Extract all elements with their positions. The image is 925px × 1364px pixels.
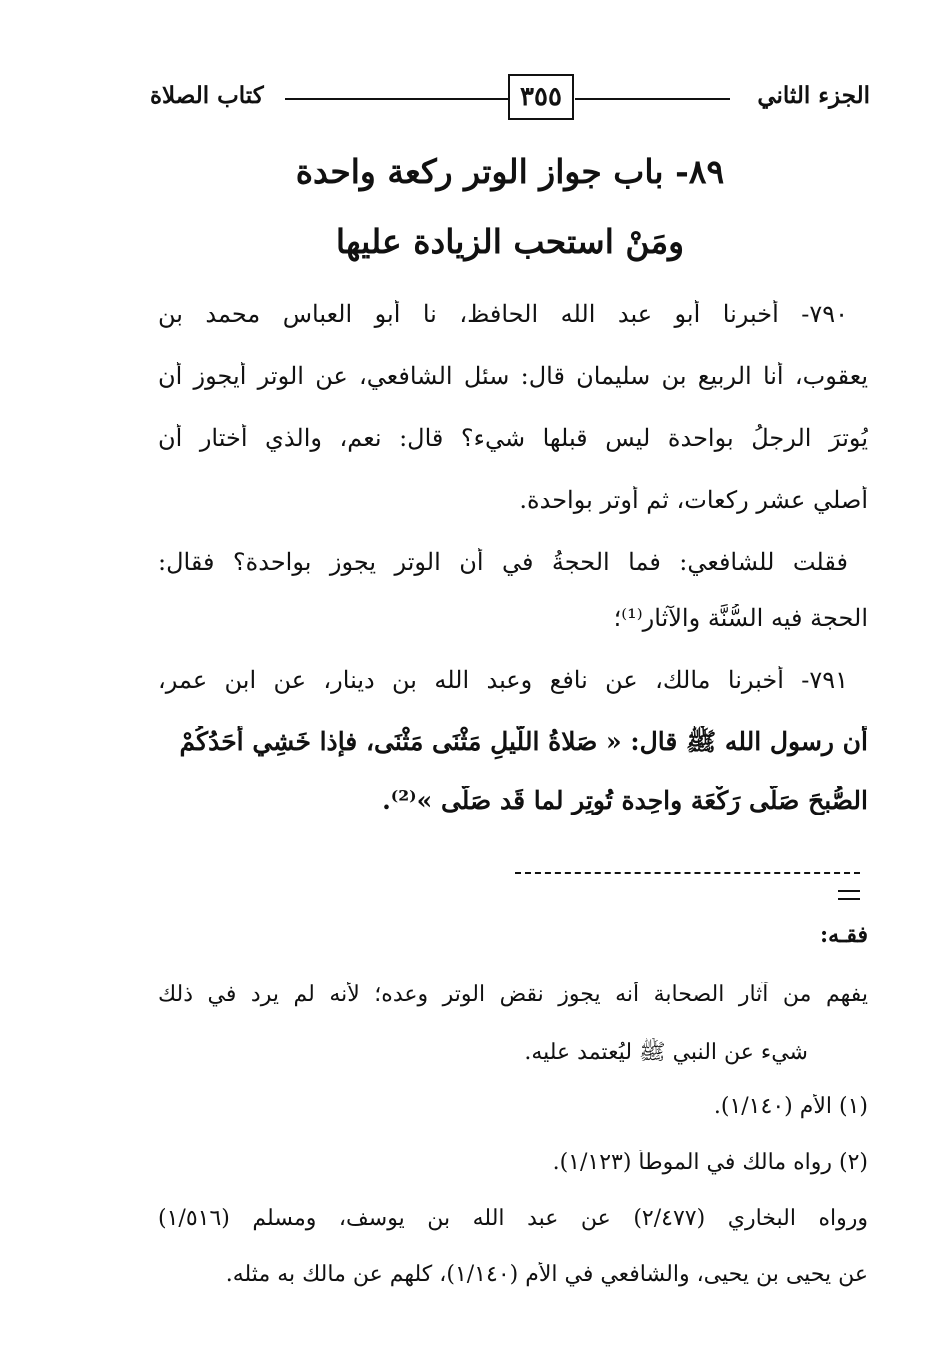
body-line: ٧٩١- أخبرنا مالك، عن نافع وعبد الله بن دينار، عن ابن عمر، bbox=[158, 666, 848, 694]
footnote: (١) الأم (١/١٤٠). bbox=[713, 1094, 868, 1119]
body-line: ٧٩٠- أخبرنا أبو عبد الله الحافظ، نا أبو العباس محمد بن bbox=[158, 300, 848, 328]
fiqh-line: شيء عن النبي ﷺ ليُعتمد عليه. bbox=[524, 1040, 808, 1065]
separator-mark-top bbox=[838, 890, 860, 892]
body-line: يعقوب، أنا الربيع بن سليمان قال: سئل الشافعي، عن الوتر أيجوز أن bbox=[158, 362, 868, 390]
header-part-label: الجزء الثاني bbox=[757, 82, 870, 109]
header-rule-left bbox=[285, 98, 510, 100]
header-rule-right bbox=[575, 98, 730, 100]
footnote-separator bbox=[515, 872, 860, 874]
page-number-box bbox=[508, 74, 574, 120]
body-line: الحجة فيه السُّنَّة والآثار⁽¹⁾؛ bbox=[613, 604, 868, 632]
fiqh-line: يفهم من آثار الصحابة أنه يجوز نقض الوتر وعده؛ لأنه لم يرد في ذلك bbox=[158, 982, 868, 1007]
header-book-label: كتاب الصلاة bbox=[150, 82, 264, 109]
body-line: فقلت للشافعي: فما الحجةُ في أن الوتر يجوز بواحدة؟ فقال: bbox=[158, 548, 848, 576]
separator-mark-bottom bbox=[838, 898, 860, 900]
page-number: ٣٥٥ bbox=[520, 82, 562, 112]
body-line: أصلي عشر ركعات، ثم أوتر بواحدة. bbox=[519, 486, 868, 514]
footnote: (٢) رواه مالك في الموطأ (١/١٢٣). bbox=[552, 1150, 868, 1175]
page-header bbox=[150, 74, 870, 124]
body-line: يُوترَ الرجلُ بواحدة ليس قبلها شيء؟ قال: نعم، والذي أختار أن bbox=[158, 424, 868, 452]
hadith-line: أن رسول الله ﷺ قال: « صَلاةُ اللَّيلِ مَثْنَى مَثْنَى، فإذا خَشِي أَحَدُكُمْ bbox=[179, 727, 868, 756]
footnote: عن يحيى بن يحيى، والشافعي في الأم (١/١٤٠)، كلهم عن مالك به مثله. bbox=[225, 1262, 868, 1287]
chapter-title-line1: ٨٩- باب جواز الوتر ركعة واحدة bbox=[295, 152, 725, 191]
fiqh-heading: فقـه: bbox=[819, 922, 868, 948]
hadith-line: الصُّبحَ صَلَّى رَكْعَة واحِدة تُوتِر لما قَد صَلَّى »⁽²⁾. bbox=[382, 786, 868, 815]
footnote: ورواه البخاري (٢/٤٧٧) عن عبد الله بن يوسف، ومسلم (١/٥١٦) bbox=[158, 1206, 868, 1231]
chapter-title-line2: ومَنْ استحب الزيادة عليها bbox=[335, 222, 685, 261]
